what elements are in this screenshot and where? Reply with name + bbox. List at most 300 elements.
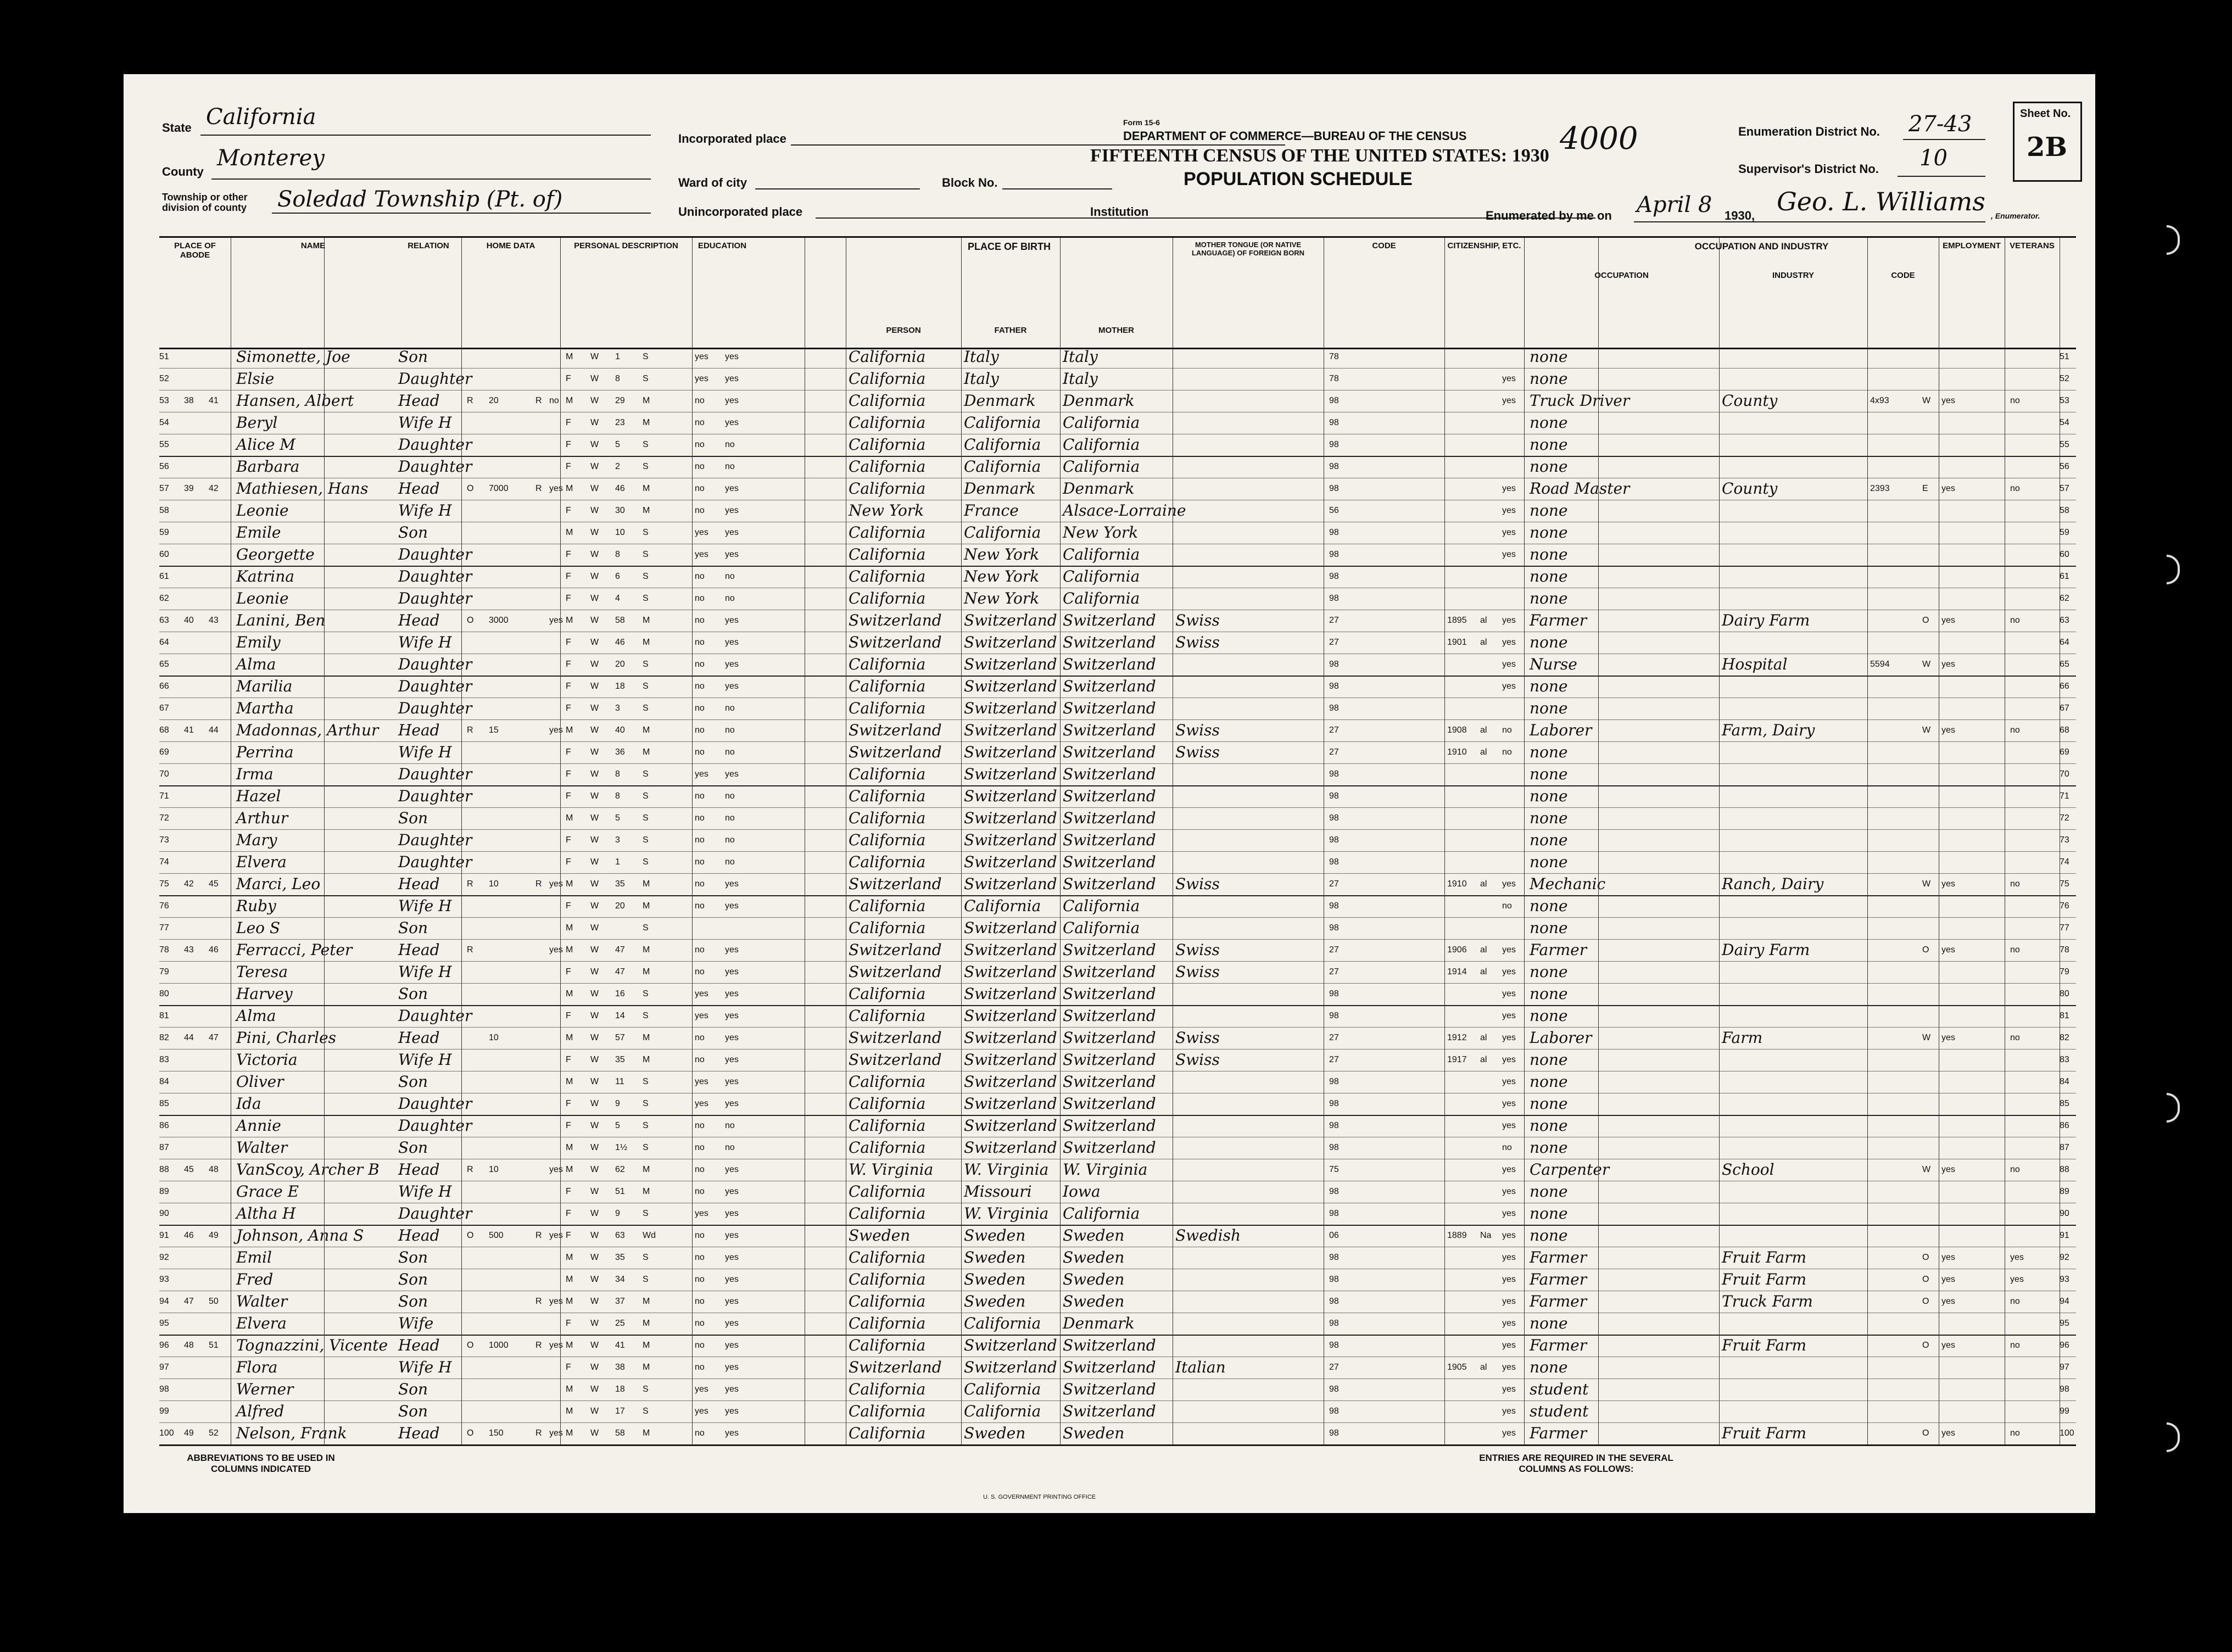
cell-line-number: 92 [159, 1253, 169, 1262]
cell-industry [1722, 1115, 1865, 1137]
cell-radio-set [535, 961, 546, 983]
cell-relation: Wife H [398, 743, 452, 761]
cell-birth-code: 98 [1329, 594, 1339, 603]
cell-immigration-year: 1901 [1447, 638, 1467, 647]
cell-marital: M [643, 901, 650, 911]
cell-class-of-worker: O [1922, 1297, 1929, 1306]
cell-school: no [695, 660, 705, 669]
cell-immigration-year: 1912 [1447, 1033, 1467, 1042]
cell-veteran [2010, 632, 2043, 654]
cell-can-read: no [725, 857, 735, 867]
cell-naturalization [1480, 1291, 1499, 1313]
cell-class-of-worker: O [1922, 1275, 1929, 1284]
cell-veteran: no [2010, 484, 2020, 493]
cell-person-name: Werner [236, 1380, 294, 1398]
line-number-right: 100 [2060, 1428, 2074, 1438]
cell-age: 47 [615, 945, 625, 955]
cell-birthplace: W. Virginia [849, 1160, 934, 1179]
cell-relation: Wife H [398, 501, 452, 520]
table-row [159, 719, 2076, 742]
line-number-right: 90 [2060, 1209, 2069, 1218]
cell-industry [1722, 1181, 1865, 1203]
cell-class-of-worker: W [1922, 396, 1931, 405]
cell-father-birthplace: California [964, 457, 1041, 476]
cell-sex: F [566, 418, 571, 427]
cell-family-number: 50 [209, 1297, 219, 1306]
cell-home-owned: O [467, 484, 474, 493]
cell-dwelling-number [184, 654, 206, 676]
cell-immigration-year [1447, 478, 1477, 500]
cell-sex: M [566, 616, 573, 625]
cell-marital: S [643, 835, 649, 845]
cell-sex: F [566, 660, 571, 669]
cell-class-of-worker [1922, 1313, 1936, 1335]
cell-marital: S [643, 923, 649, 933]
cell-naturalization [1480, 763, 1499, 785]
cell-mother-tongue: Italian [1175, 1358, 1226, 1376]
line-number-right: 52 [2060, 374, 2069, 383]
cell-employed [1941, 697, 1974, 719]
cell-person-name: Hazel [236, 787, 281, 805]
cell-occupation: none [1530, 523, 1568, 542]
cell-relation: Wife H [398, 1051, 452, 1069]
cell-race: W [590, 1407, 599, 1416]
cell-mother-tongue [1175, 588, 1241, 610]
cell-class-of-worker: O [1922, 1253, 1929, 1262]
cell-naturalization: al [1480, 1363, 1487, 1372]
cell-class-of-worker [1922, 1137, 1936, 1159]
cell-mother-birthplace: Denmark [1063, 479, 1135, 498]
cell-age: 46 [615, 638, 625, 647]
cell-marital: S [643, 1121, 649, 1130]
cell-home-owned: O [467, 1231, 474, 1240]
cell-industry: Dairy Farm [1722, 941, 1810, 959]
cell-mother-tongue [1175, 456, 1241, 478]
cell-marital: M [643, 725, 650, 735]
cell-school: no [695, 945, 705, 955]
col-header-relation: RELATION [408, 241, 449, 250]
cell-immigration-year [1447, 434, 1477, 456]
cell-radio-set [535, 1203, 546, 1225]
cell-marital: S [643, 682, 649, 691]
cell-occupation: Mechanic [1530, 875, 1606, 893]
cell-line-number: 87 [159, 1143, 169, 1152]
col-header-occ-code: CODE [1891, 271, 1915, 280]
cell-employed [1941, 741, 1974, 763]
cell-birth-code: 98 [1329, 1143, 1339, 1152]
cell-school [695, 917, 722, 939]
sheet-value: 2B [2027, 132, 2067, 163]
cell-industry [1722, 895, 1865, 917]
cell-farm: yes [549, 616, 563, 625]
cell-radio-set: R [535, 1428, 542, 1438]
col-header-occupation-industry: OCCUPATION AND INDUSTRY [1694, 241, 1829, 252]
cell-can-read: no [725, 791, 735, 801]
cell-dwelling-number: 43 [184, 945, 194, 955]
cell-sex: F [566, 704, 571, 713]
cell-school: no [695, 1363, 705, 1372]
cell-immigration-year [1447, 544, 1477, 566]
cell-employed [1941, 1225, 1974, 1247]
cell-school: no [695, 440, 705, 449]
cell-can-read: no [725, 747, 735, 757]
cell-farm [549, 1203, 560, 1225]
cell-race: W [590, 528, 599, 537]
cell-person-name: Ruby [236, 897, 276, 915]
cell-dwelling-number [184, 1269, 206, 1291]
cell-school: no [695, 506, 705, 515]
cell-birthplace: California [849, 1248, 926, 1266]
cell-can-read: yes [725, 1209, 739, 1218]
cell-dwelling-number [184, 1049, 206, 1071]
cell-home-owned: R [467, 879, 473, 889]
table-row [159, 610, 2076, 632]
cell-employed: yes [1941, 616, 1955, 625]
cell-school: no [695, 1121, 705, 1130]
cell-marital: S [643, 1253, 649, 1262]
cell-birthplace: California [849, 1095, 926, 1113]
cell-farm [549, 807, 560, 829]
cell-occupation-code [1870, 1247, 1919, 1269]
cell-farm [549, 412, 560, 434]
cell-home-value: 7000 [489, 484, 509, 493]
cell-immigration-year [1447, 1422, 1477, 1444]
cell-marital: M [643, 616, 650, 625]
cell-industry: Fruit Farm [1722, 1336, 1807, 1354]
cell-class-of-worker [1922, 544, 1936, 566]
cell-school: yes [695, 528, 708, 537]
cell-mother-tongue [1175, 654, 1241, 676]
cell-marital: S [643, 1275, 649, 1284]
cell-relation: Son [398, 1248, 428, 1266]
cell-mother-birthplace: Switzerland [1063, 677, 1156, 695]
cell-family-number: 41 [209, 396, 219, 405]
cell-person-name: Annie [236, 1117, 281, 1135]
cell-class-of-worker [1922, 961, 1936, 983]
cell-employed: yes [1941, 396, 1955, 405]
cell-radio-set [535, 632, 546, 654]
cell-employed [1941, 1400, 1974, 1422]
county-value: Monterey [217, 146, 325, 171]
table-row [159, 1181, 2076, 1203]
cell-farm [549, 697, 560, 719]
cell-age: 9 [615, 1099, 620, 1108]
cell-immigration-year [1447, 895, 1477, 917]
cell-occupation: none [1530, 831, 1568, 849]
cell-person-name: Alma [236, 1007, 276, 1025]
cell-class-of-worker [1922, 1357, 1936, 1378]
census-rows [159, 346, 2076, 1446]
cell-employed [1941, 632, 1974, 654]
cell-radio-set: R [535, 396, 542, 405]
cell-school: no [695, 879, 705, 889]
cell-family-number: 45 [209, 879, 219, 889]
cell-line-number: 83 [159, 1055, 169, 1064]
cell-line-number: 67 [159, 704, 169, 713]
cell-veteran: no [2010, 1165, 2020, 1174]
cell-dwelling-number: 44 [184, 1033, 194, 1042]
cell-mother-tongue [1175, 1005, 1241, 1027]
cell-occupation: none [1530, 985, 1568, 1003]
cell-occupation-code [1870, 1049, 1919, 1071]
cell-birthplace: California [849, 567, 926, 585]
cell-occupation-code [1870, 1422, 1919, 1444]
cell-mother-birthplace: Italy [1063, 370, 1098, 388]
cell-radio-set [535, 500, 546, 522]
cell-family-number: 48 [209, 1165, 219, 1174]
col-header-mother-tongue: MOTHER TONGUE (OR NATIVE LANGUAGE) OF FOREIGN BORN [1191, 241, 1305, 257]
cell-naturalization [1480, 566, 1499, 588]
cell-home-owned [467, 1291, 486, 1313]
cell-mother-tongue [1175, 1422, 1241, 1444]
cell-naturalization: al [1480, 879, 1487, 889]
cell-home-owned [467, 829, 486, 851]
cell-radio-set [535, 1357, 546, 1378]
cell-mother-birthplace: California [1063, 436, 1140, 454]
cell-occupation-code [1870, 500, 1919, 522]
cell-home-value [489, 1203, 533, 1225]
cell-home-value [489, 1247, 533, 1269]
cell-race: W [590, 879, 599, 889]
cell-occupation-code [1870, 1005, 1919, 1027]
cell-industry [1722, 983, 1865, 1005]
cell-employed [1941, 500, 1974, 522]
cell-industry [1722, 632, 1865, 654]
binder-clip [2167, 225, 2180, 255]
cell-naturalization [1480, 1159, 1499, 1181]
cell-dwelling-number [184, 346, 206, 368]
cell-family-number [209, 1357, 231, 1378]
cell-birth-code: 98 [1329, 835, 1339, 845]
cell-father-birthplace: Switzerland [964, 699, 1057, 717]
col-header-education: EDUCATION [698, 241, 747, 250]
cell-class-of-worker [1922, 1093, 1936, 1115]
cell-mother-tongue [1175, 1313, 1241, 1335]
cell-school: no [695, 1428, 705, 1438]
cell-farm [549, 785, 560, 807]
cell-mother-birthplace: Switzerland [1063, 941, 1156, 959]
cell-occupation-code [1870, 1181, 1919, 1203]
cell-person-name: Victoria [236, 1051, 298, 1069]
table-row [159, 829, 2076, 852]
cell-sex: F [566, 440, 571, 449]
cell-dwelling-number [184, 566, 206, 588]
cell-age: 16 [615, 989, 625, 998]
column-rule [1060, 346, 1061, 1444]
cell-person-name: Tognazzini, Vicente [236, 1336, 388, 1354]
enumerated-label: Enumerated by me on [1486, 209, 1612, 222]
cell-dwelling-number [184, 1093, 206, 1115]
cell-naturalization [1480, 1378, 1499, 1400]
cell-veteran [2010, 566, 2043, 588]
cell-mother-birthplace: Denmark [1063, 392, 1135, 410]
enum-district-value: 27-43 [1909, 111, 1972, 137]
cell-marital: M [643, 484, 650, 493]
cell-race: W [590, 769, 599, 779]
cell-person-name: Leo S [236, 919, 281, 937]
cell-naturalization [1480, 1422, 1499, 1444]
cell-birth-code: 98 [1329, 1297, 1339, 1306]
cell-naturalization [1480, 917, 1499, 939]
cell-mother-birthplace: California [1063, 567, 1140, 585]
cell-naturalization [1480, 697, 1499, 719]
cell-family-number [209, 741, 231, 763]
cell-naturalization [1480, 522, 1499, 544]
cell-marital: S [643, 1077, 649, 1086]
cell-radio-set [535, 917, 546, 939]
cell-school: no [695, 704, 705, 713]
cell-relation: Son [398, 1073, 428, 1091]
cell-immigration-year [1447, 1313, 1477, 1335]
cell-birthplace: Switzerland [849, 875, 942, 893]
cell-line-number: 74 [159, 857, 169, 867]
cell-family-number [209, 544, 231, 566]
cell-class-of-worker [1922, 785, 1936, 807]
cell-occupation: Carpenter [1530, 1160, 1610, 1179]
cell-class-of-worker [1922, 676, 1936, 697]
cell-line-number: 88 [159, 1165, 169, 1174]
cell-occupation: none [1530, 1358, 1568, 1376]
cell-relation: Wife H [398, 897, 452, 915]
cell-relation: Head [398, 1160, 440, 1179]
cell-father-birthplace: New York [964, 589, 1040, 607]
cell-age: 37 [615, 1297, 625, 1306]
cell-class-of-worker [1922, 500, 1936, 522]
cell-person-name: Elvera [236, 853, 287, 871]
cell-naturalization [1480, 412, 1499, 434]
cell-school: no [695, 747, 705, 757]
cell-industry [1722, 1071, 1865, 1093]
cell-veteran [2010, 1400, 2043, 1422]
line-number-right: 81 [2060, 1011, 2069, 1020]
cell-relation: Daughter [398, 589, 472, 607]
cell-can-read: yes [725, 638, 739, 647]
cell-occupation-code [1870, 632, 1919, 654]
cell-mother-birthplace: W. Virginia [1063, 1160, 1148, 1179]
cell-employed [1941, 763, 1974, 785]
cell-race: W [590, 396, 599, 405]
enumerated-date: April 8 [1637, 192, 1712, 217]
table-row [159, 873, 2076, 896]
cell-birth-code: 56 [1329, 506, 1339, 515]
cell-naturalization [1480, 1335, 1499, 1357]
cell-home-owned [467, 588, 486, 610]
cell-home-owned [467, 1005, 486, 1027]
cell-farm [549, 1137, 560, 1159]
cell-marital: M [643, 1363, 650, 1372]
cell-dwelling-number [184, 676, 206, 697]
table-row [159, 1027, 2076, 1050]
cell-mother-tongue [1175, 434, 1241, 456]
cell-speaks-english [1502, 456, 1524, 478]
cell-father-birthplace: Switzerland [964, 985, 1057, 1003]
cell-age: 18 [615, 1385, 625, 1394]
table-row [159, 1378, 2076, 1401]
cell-farm: no [549, 396, 559, 405]
cell-person-name: Oliver [236, 1073, 284, 1091]
cell-family-number [209, 676, 231, 697]
cell-marital: S [643, 791, 649, 801]
cell-age: 63 [615, 1231, 625, 1240]
cell-employed: yes [1941, 660, 1955, 669]
cell-speaks-english: yes [1502, 1231, 1516, 1240]
cell-family-number [209, 632, 231, 654]
cell-farm [549, 522, 560, 544]
cell-age: 11 [615, 1077, 624, 1086]
cell-birth-code: 75 [1329, 1165, 1339, 1174]
line-number-right: 62 [2060, 594, 2069, 603]
cell-family-number [209, 829, 231, 851]
cell-birth-code: 98 [1329, 791, 1339, 801]
cell-home-owned [467, 1313, 486, 1335]
cell-speaks-english: yes [1502, 1363, 1516, 1372]
cell-relation: Head [398, 1029, 440, 1047]
cell-relation: Daughter [398, 853, 472, 871]
cell-birthplace: California [849, 1007, 926, 1025]
col-header-person: PERSON [886, 326, 921, 335]
cell-home-value [489, 1071, 533, 1093]
cell-naturalization [1480, 1247, 1499, 1269]
cell-birth-code: 98 [1329, 1428, 1339, 1438]
cell-age: 57 [615, 1033, 625, 1042]
cell-farm [549, 895, 560, 917]
cell-immigration-year [1447, 1137, 1477, 1159]
cell-line-number: 85 [159, 1099, 169, 1108]
cell-age: 3 [615, 835, 620, 845]
cell-industry [1722, 566, 1865, 588]
cell-class-of-worker [1922, 1203, 1936, 1225]
cell-occupation: none [1530, 501, 1568, 520]
footer [159, 1447, 2076, 1508]
cell-home-value: 1000 [489, 1341, 509, 1350]
cell-age: 38 [615, 1363, 625, 1372]
cell-employed [1941, 1378, 1974, 1400]
cell-industry: Fruit Farm [1722, 1424, 1807, 1442]
cell-home-owned [467, 1203, 486, 1225]
cell-radio-set [535, 983, 546, 1005]
cell-person-name: Irma [236, 765, 274, 783]
cell-line-number: 69 [159, 747, 169, 757]
cell-speaks-english: yes [1502, 945, 1516, 955]
cell-birthplace: California [849, 348, 926, 366]
cell-speaks-english [1502, 434, 1524, 456]
cell-farm [549, 917, 560, 939]
cell-naturalization: al [1480, 616, 1487, 625]
cell-sex: M [566, 1297, 573, 1306]
cell-farm [549, 983, 560, 1005]
cell-naturalization: al [1480, 725, 1487, 735]
line-number-right: 74 [2060, 857, 2069, 867]
cell-employed [1941, 851, 1974, 873]
cell-relation: Head [398, 1336, 440, 1354]
institution-label: Institution [1090, 205, 1149, 219]
cell-race: W [590, 1033, 599, 1042]
cell-birth-code: 98 [1329, 1275, 1339, 1284]
cell-home-owned [467, 917, 486, 939]
cell-dwelling-number: 41 [184, 725, 194, 735]
cell-line-number: 79 [159, 967, 169, 976]
cell-employed [1941, 588, 1974, 610]
cell-veteran [2010, 961, 2043, 983]
cell-relation: Daughter [398, 1095, 472, 1113]
cell-school: no [695, 967, 705, 976]
cell-age: 1½ [615, 1143, 628, 1152]
cell-class-of-worker [1922, 632, 1936, 654]
cell-immigration-year: 1905 [1447, 1363, 1467, 1372]
cell-immigration-year [1447, 1093, 1477, 1115]
cell-speaks-english: yes [1502, 1033, 1516, 1042]
cell-family-number [209, 1093, 231, 1115]
